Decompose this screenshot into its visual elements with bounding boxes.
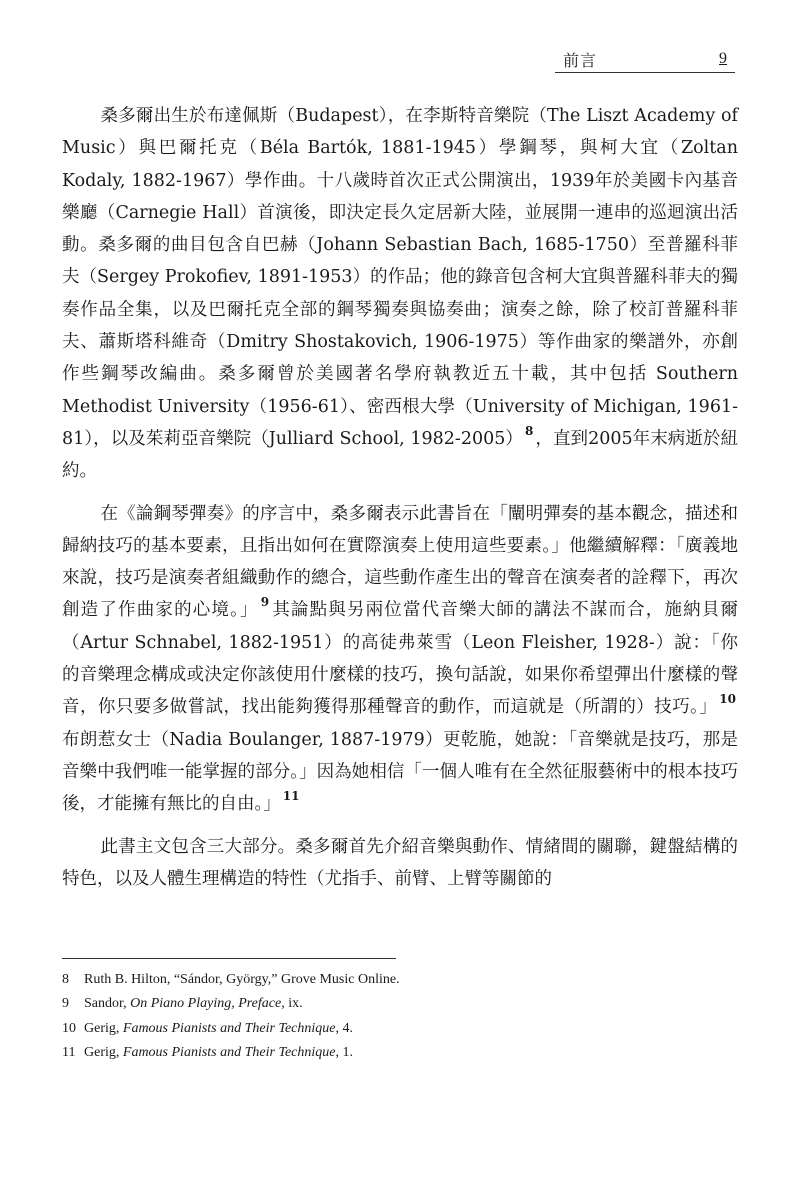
footnote-11 [62, 1041, 738, 1065]
footnote-title: On Piano Playing, Preface [130, 996, 282, 1012]
footnote-ref-9[interactable]: 9 [260, 595, 270, 610]
paragraph-1 [62, 100, 738, 488]
paragraph-3-text: 此書主文包含三大部分。桑多爾首先介紹音樂與動作、情緒間的關聯，鍵盤結構的特色，以及人體生理構造的特性（尤指手、前臂、上臂等關節的 [62, 836, 738, 889]
page-number: 9 [719, 50, 727, 67]
footnote-text: Gerig, [84, 1020, 123, 1036]
footnote-number: 10 [62, 1020, 76, 1036]
footnote-text: Gerig, [84, 1044, 123, 1060]
footnote-8 [62, 968, 738, 992]
paragraph-2 [62, 498, 738, 821]
header-title: 前言 [563, 51, 598, 70]
footnote-10 [62, 1017, 738, 1041]
footnote-title: Famous Pianists and Their Technique [122, 1020, 336, 1036]
footnote-title: Famous Pianists and Their Technique [122, 1044, 336, 1060]
footnote-number: 11 [62, 1044, 76, 1060]
footnote-ref-11[interactable]: 11 [282, 789, 300, 804]
footnotes [62, 968, 738, 1065]
paragraph-2-text-c: 布朗惹女士（Nadia Boulanger, 1887-1979）更乾脆，她說：「音樂就是技巧，那是音樂中我們唯一能掌握的部分。」因為她相信「一個人唯有在全然征服藝術中的根本技巧後，才能擁有無比的自由。」 [62, 729, 738, 815]
footnote-suffix: , ix. [281, 996, 303, 1012]
footnote-number: 8 [62, 972, 69, 987]
paragraph-2-text-a: 在《論鋼琴彈奏》的序言中，桑多爾表示此書旨在「闡明彈奏的基本觀念，描述和歸納技巧的基本要素，且指出如何在實際演奏上使用這些要素。」他繼續解釋：「廣義地來說，技巧是演奏者組織動作的總合，這些動作產生出的聲音在演奏者的詮釋下，再次創造了作曲家的心境。」 [62, 503, 738, 621]
footnote-ref-8[interactable]: 8 [524, 423, 534, 438]
main-text [62, 100, 738, 905]
running-header [555, 44, 735, 73]
footnote-ref-10[interactable]: 10 [719, 692, 736, 707]
footnote-number: 9 [62, 996, 69, 1012]
footnote-suffix: , 4. [335, 1020, 353, 1036]
paragraph-1-tail: ，直到2005年末病逝於紐約。 [62, 428, 738, 482]
footnote-divider [62, 958, 396, 959]
paragraph-1-text: 桑多爾出生於布達佩斯（Budapest），在李斯特音樂院（The Liszt Academy of Music）與巴爾托克（Béla Bartók, 1881-1945）學鋼琴，與柯大宜（Zoltan Kodaly, 1882-1967）學作曲。十八歲時首次正式公開演出，1939年於美國卡內基音樂廳（Carnegie Hall）首演後，即決定長久定居新大陸，並展開一連串的巡迴演出活動。桑多爾的曲目包含自巴赫（Johann Sebastian Bach, 1685-1750）至普羅科菲夫（Sergey Prokofiev, 1891-1953）的作品；他的錄音包含柯大宜與普羅科菲夫的獨奏作品全集，以及巴爾托克全部的鋼琴獨奏與協奏曲；演奏之餘，除了校訂普羅科菲夫、蕭斯塔科維奇（Dmitry Shostakovich, 1906-1975）等作曲家的樂譜外，亦創作些鋼琴改編曲。桑多爾曾於美國著名學府執教近五十載，其中包括 Southern Methodist University（1956-61）、密西根大學（University of Michigan, 1961-81），以及茱莉亞音樂院（Julliard School, 1982-2005） [62, 106, 738, 449]
footnote-9 [62, 992, 738, 1016]
paragraph-3 [62, 831, 738, 896]
footnote-suffix: , 1. [335, 1044, 353, 1060]
footnote-text: Sandor, [84, 996, 131, 1012]
paragraph-2-text-b: 其論點與另兩位當代音樂大師的講法不謀而合，施納貝爾（Artur Schnabel, 1882-1951）的高徒弗萊雪（Leon Fleisher, 1928-）說：「你的音樂理念構成或決定你該使用什麼樣的技巧，換句話說，如果你希望彈出什麼樣的聲音，你只要多做嘗試，找出能夠獲得那種聲音的動作，而這就是（所謂的）技巧。」 [62, 600, 738, 718]
footnote-text: Ruth B. Hilton, “Sándor, György,” Grove Music Online. [84, 972, 400, 987]
